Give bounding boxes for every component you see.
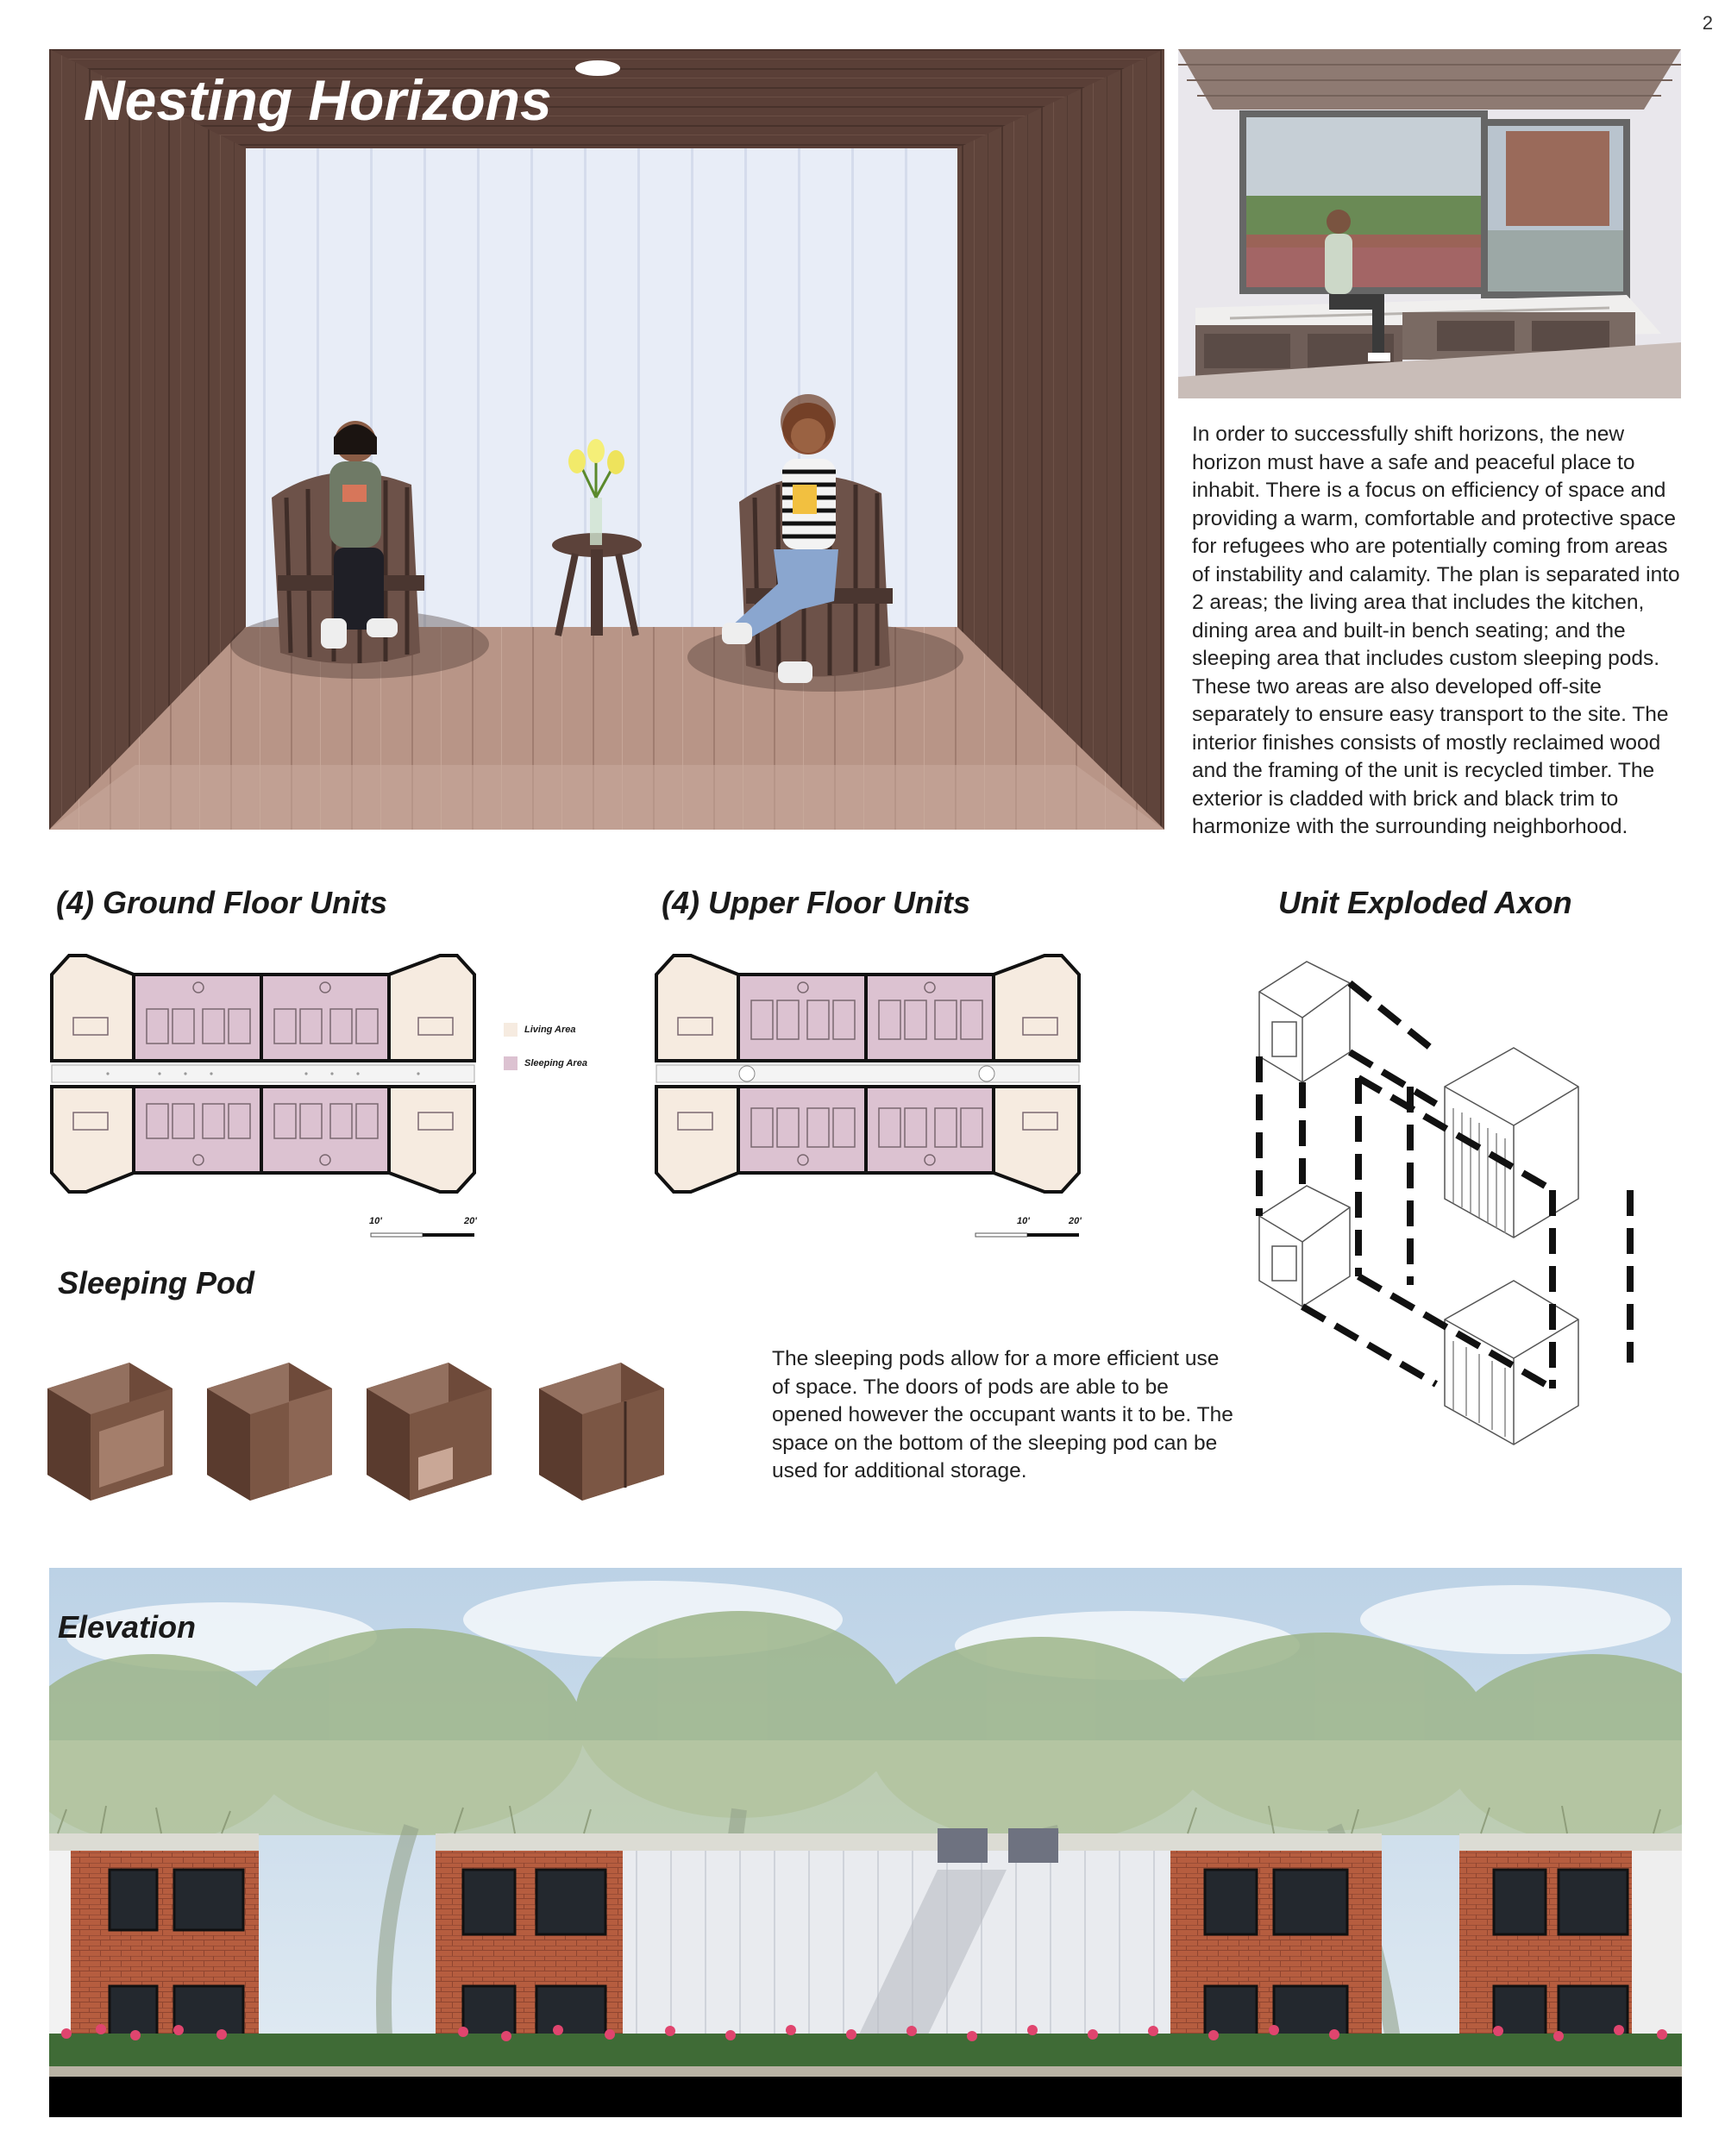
ground-scale-mid-label: 10' (369, 1216, 382, 1226)
legend-sleeping-swatch (504, 1056, 518, 1070)
hero-render (49, 49, 1164, 830)
upper-floor-title: (4) Upper Floor Units (662, 885, 970, 920)
elevation-illustration (49, 1568, 1682, 2117)
elevation-render (49, 1568, 1682, 2117)
axon-title: Unit Exploded Axon (1278, 885, 1572, 920)
sleeping-pod-description: The sleeping pods allow for a more efficient use of space. The doors of pods are able to be opened however the occupant wants it to be. The space on the bottom of the sleeping pod can be used for additional storage. (772, 1347, 1233, 1482)
legend-living-swatch (504, 1023, 518, 1037)
ground-floor-title: (4) Ground Floor Units (56, 885, 387, 920)
upper-scale-end-label: 20' (1069, 1216, 1082, 1226)
interior-window-illustration (1178, 49, 1681, 398)
project-description: In order to successfully shift horizons, the new horizon must have a safe and peaceful place to inhabit. There is a focus on efficiency of space and providing a warm, comfortable and protective space for refugees who are potentially coming from areas of instability and calamity. The plan is separated into 2 areas; the living area that includes the kitchen, dining area and built-in bench seating; and the sleeping area that includes custom sleeping pods. These two areas are also developed off-site separately to ensure easy transport to the site. The interior finishes consists of mostly reclaimed wood and the framing of the unit is recycled timber. The exterior is cladded with brick and black trim to harmonize with the surrounding neighborhood. (1192, 423, 1680, 838)
exploded-axon (1255, 957, 1660, 1453)
sleeping-pod-variants (47, 1354, 677, 1501)
ground-scale-end-label: 20' (464, 1216, 477, 1226)
sleeping-pod-title: Sleeping Pod (58, 1265, 255, 1300)
legend-sleeping-label: Sleeping Area (524, 1058, 587, 1069)
page-title: Nesting Horizons (84, 68, 552, 132)
interior-window-render (1178, 49, 1681, 398)
sleeping-pod-drawings (47, 1354, 677, 1501)
page-number: 2 (1702, 12, 1713, 34)
elevation-title: Elevation (58, 1609, 197, 1645)
upper-floor-plan (652, 949, 1088, 1242)
exploded-axon-drawing (1255, 957, 1660, 1453)
ground-floor-plan-drawing (47, 949, 483, 1242)
legend-living-label: Living Area (524, 1025, 576, 1035)
upper-scale-mid-label: 10' (1017, 1216, 1030, 1226)
hero-render-illustration (49, 49, 1164, 830)
upper-floor-plan-drawing (652, 949, 1088, 1242)
ground-floor-plan (47, 949, 483, 1242)
